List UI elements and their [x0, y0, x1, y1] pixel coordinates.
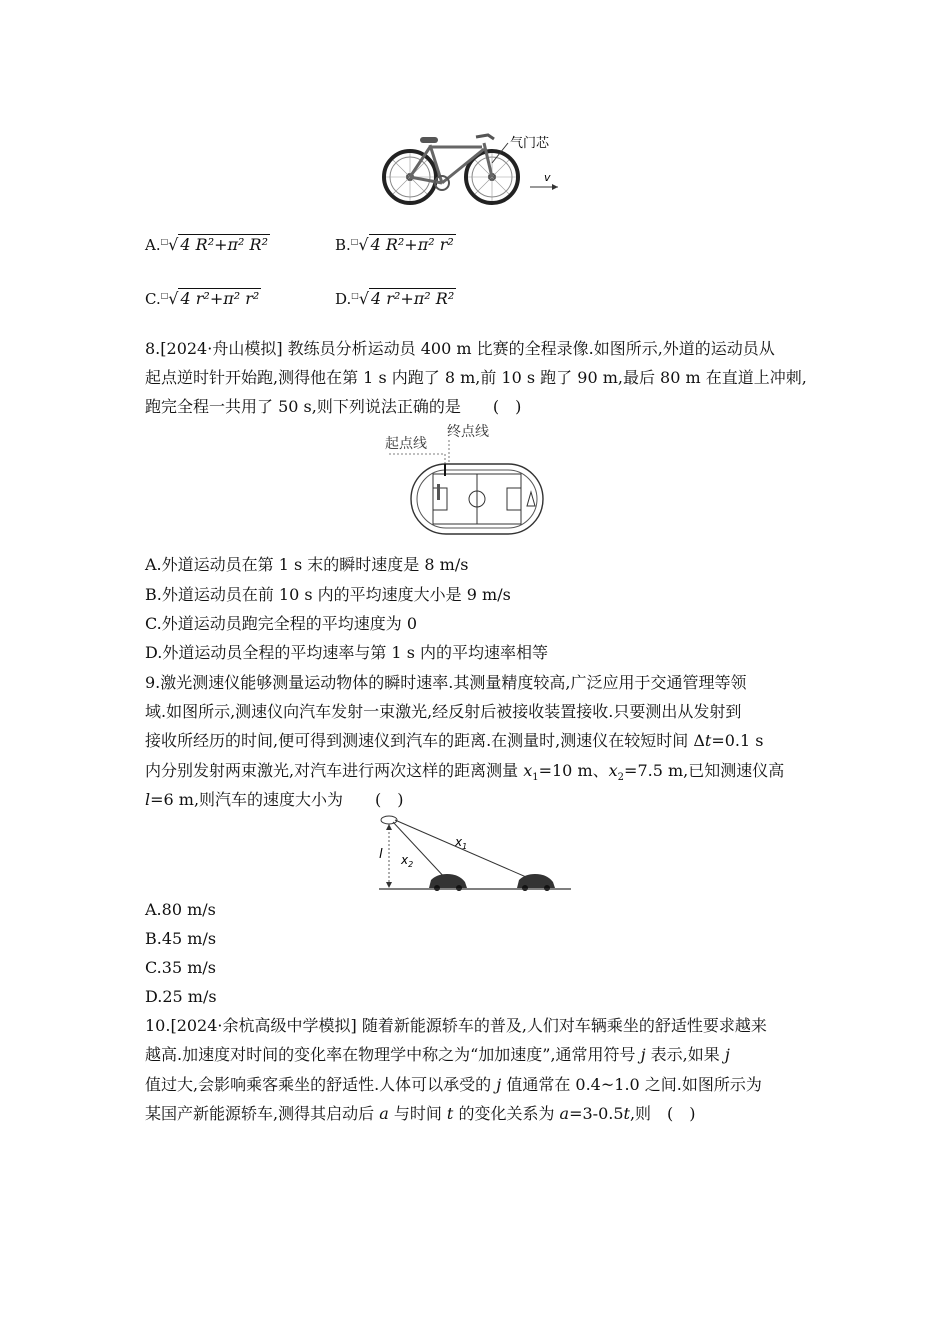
- radical-icon: √: [168, 235, 179, 254]
- q10-line4-a: 某国产新能源轿车,测得其启动后: [145, 1104, 380, 1123]
- option-7c-prefix: C.: [145, 290, 161, 308]
- radical-icon: √: [358, 289, 370, 308]
- option-7c-radicand: 4 r²+π² r²: [180, 289, 260, 308]
- q9-stem-line-3: [145, 731, 764, 751]
- var-a: a: [379, 1104, 389, 1123]
- q10-stem-line-4: [145, 1104, 696, 1124]
- q8-stem-line-3: 跑完全程一共用了 50 s,则下列说法正确的是 ( ): [145, 397, 522, 416]
- var-j: j: [724, 1045, 730, 1064]
- option-8d[interactable]: D.外道运动员全程的平均速率与第 1 s 内的平均速率相等: [145, 643, 548, 662]
- radical-icon: √: [168, 289, 179, 308]
- var-a: a: [559, 1104, 570, 1123]
- option-9a[interactable]: A.80 m/s: [145, 900, 216, 919]
- q9-line5-text: =6 m,则汽车的速度大小为 ( ): [150, 790, 404, 809]
- var-t: t: [623, 1104, 630, 1123]
- valve-label: 气门芯: [510, 136, 550, 151]
- q9-line4-a: 内分别发射两束激光,对汽车进行两次这样的距离测量: [145, 761, 524, 780]
- height-label: l: [379, 847, 383, 862]
- laser-speed-figure: [375, 812, 575, 894]
- placeholder-box-icon: □: [160, 291, 169, 300]
- q9-line4-b: =10 m、: [538, 761, 609, 780]
- q8-stem-line-1: 8.[2024·舟山模拟] 教练员分析运动员 400 m 比赛的全程录像.如图所示,外道的运动员从: [145, 339, 775, 358]
- option-7d-radicand: 4 r²+π² R²: [371, 289, 455, 308]
- q10-line4-e: ,则 ( ): [629, 1104, 696, 1123]
- var-x1: x: [523, 761, 533, 780]
- option-7c[interactable]: [145, 286, 261, 309]
- q10-line4-d: =3-0.5: [569, 1104, 624, 1123]
- velocity-label: v: [544, 171, 551, 184]
- finish-line-label: 终点线: [447, 424, 489, 440]
- q10-line2-b: 表示,如果: [645, 1045, 725, 1064]
- q9-line3-text: 接收所经历的时间,便可得到测速仪到汽车的距离.在测量时,测速仪在较短时间 Δ: [145, 731, 705, 750]
- q10-line3-a: 值过大,会影响乘客乘坐的舒适性.人体可以承受的: [145, 1075, 497, 1094]
- track-figure: [383, 420, 573, 540]
- option-8b[interactable]: B.外道运动员在前 10 s 内的平均速度大小是 9 m/s: [145, 585, 511, 604]
- q10-stem-line-1: 10.[2024·余杭高级中学模拟] 随着新能源轿车的普及,人们对车辆乘坐的舒适性要求越来: [145, 1016, 767, 1035]
- bicycle-figure: [380, 125, 570, 215]
- option-7a[interactable]: [145, 232, 270, 255]
- q9-stem-line-5: [145, 790, 404, 810]
- q10-stem-line-2: [145, 1045, 730, 1065]
- var-t: t: [704, 731, 712, 750]
- var-j: j: [496, 1075, 502, 1094]
- option-9c[interactable]: C.35 m/s: [145, 958, 216, 977]
- x2-label: $x_2$: [401, 853, 414, 869]
- q8-stem-line-2: 起点逆时针开始跑,测得他在第 1 s 内跑了 8 m,前 10 s 跑了 90 m,最后 80 m 在直道上冲刺,: [145, 368, 807, 387]
- x1-label: $x_1$: [455, 835, 468, 851]
- q10-line4-b: 与时间: [388, 1104, 447, 1123]
- start-line-label: 起点线: [385, 436, 427, 452]
- var-t: t: [446, 1104, 454, 1123]
- placeholder-box-icon: □: [160, 237, 169, 246]
- option-9d[interactable]: D.25 m/s: [145, 987, 217, 1006]
- option-7b-radicand: 4 R²+π² r²: [370, 235, 454, 254]
- placeholder-box-icon: □: [351, 291, 359, 300]
- option-8a[interactable]: A.外道运动员在第 1 s 末的瞬时速度是 8 m/s: [145, 555, 469, 574]
- option-7a-radicand: 4 R²+π² R²: [180, 235, 268, 254]
- var-j: j: [640, 1045, 646, 1064]
- q10-line2-a: 越高.加速度对时间的变化率在物理学中称之为“加加速度”,通常用符号: [145, 1045, 641, 1064]
- option-7d-prefix: D.: [335, 290, 352, 308]
- q9-line4-c: =7.5 m,已知测速仪高: [624, 761, 785, 780]
- q10-stem-line-3: [145, 1075, 762, 1095]
- option-8c[interactable]: C.外道运动员跑完全程的平均速度为 0: [145, 614, 418, 633]
- option-7b-prefix: B.: [335, 236, 351, 254]
- q9-line3-end: =0.1 s: [711, 731, 764, 750]
- option-9b[interactable]: B.45 m/s: [145, 929, 217, 948]
- q10-line3-b: 值通常在 0.4~1.0 之间.如图所示为: [501, 1075, 762, 1094]
- q10-line4-c: 的变化关系为: [453, 1104, 560, 1123]
- q9-stem-line-1: 9.激光测速仪能够测量运动物体的瞬时速率.其测量精度较高,广泛应用于交通管理等领: [145, 673, 747, 692]
- option-7b[interactable]: [335, 232, 456, 255]
- var-l: l: [145, 790, 151, 809]
- sub-2: 2: [617, 772, 625, 784]
- placeholder-box-icon: □: [350, 237, 359, 246]
- option-7a-prefix: A.: [145, 236, 161, 254]
- radical-icon: √: [358, 235, 369, 254]
- q9-stem-line-2: 域.如图所示,测速仪向汽车发射一束激光,经反射后被接收装置接收.只要测出从发射到: [145, 702, 742, 721]
- var-x2: x: [608, 761, 618, 780]
- option-7d[interactable]: [335, 286, 456, 309]
- sub-1: 1: [532, 772, 539, 784]
- q9-stem-line-4: [145, 761, 784, 788]
